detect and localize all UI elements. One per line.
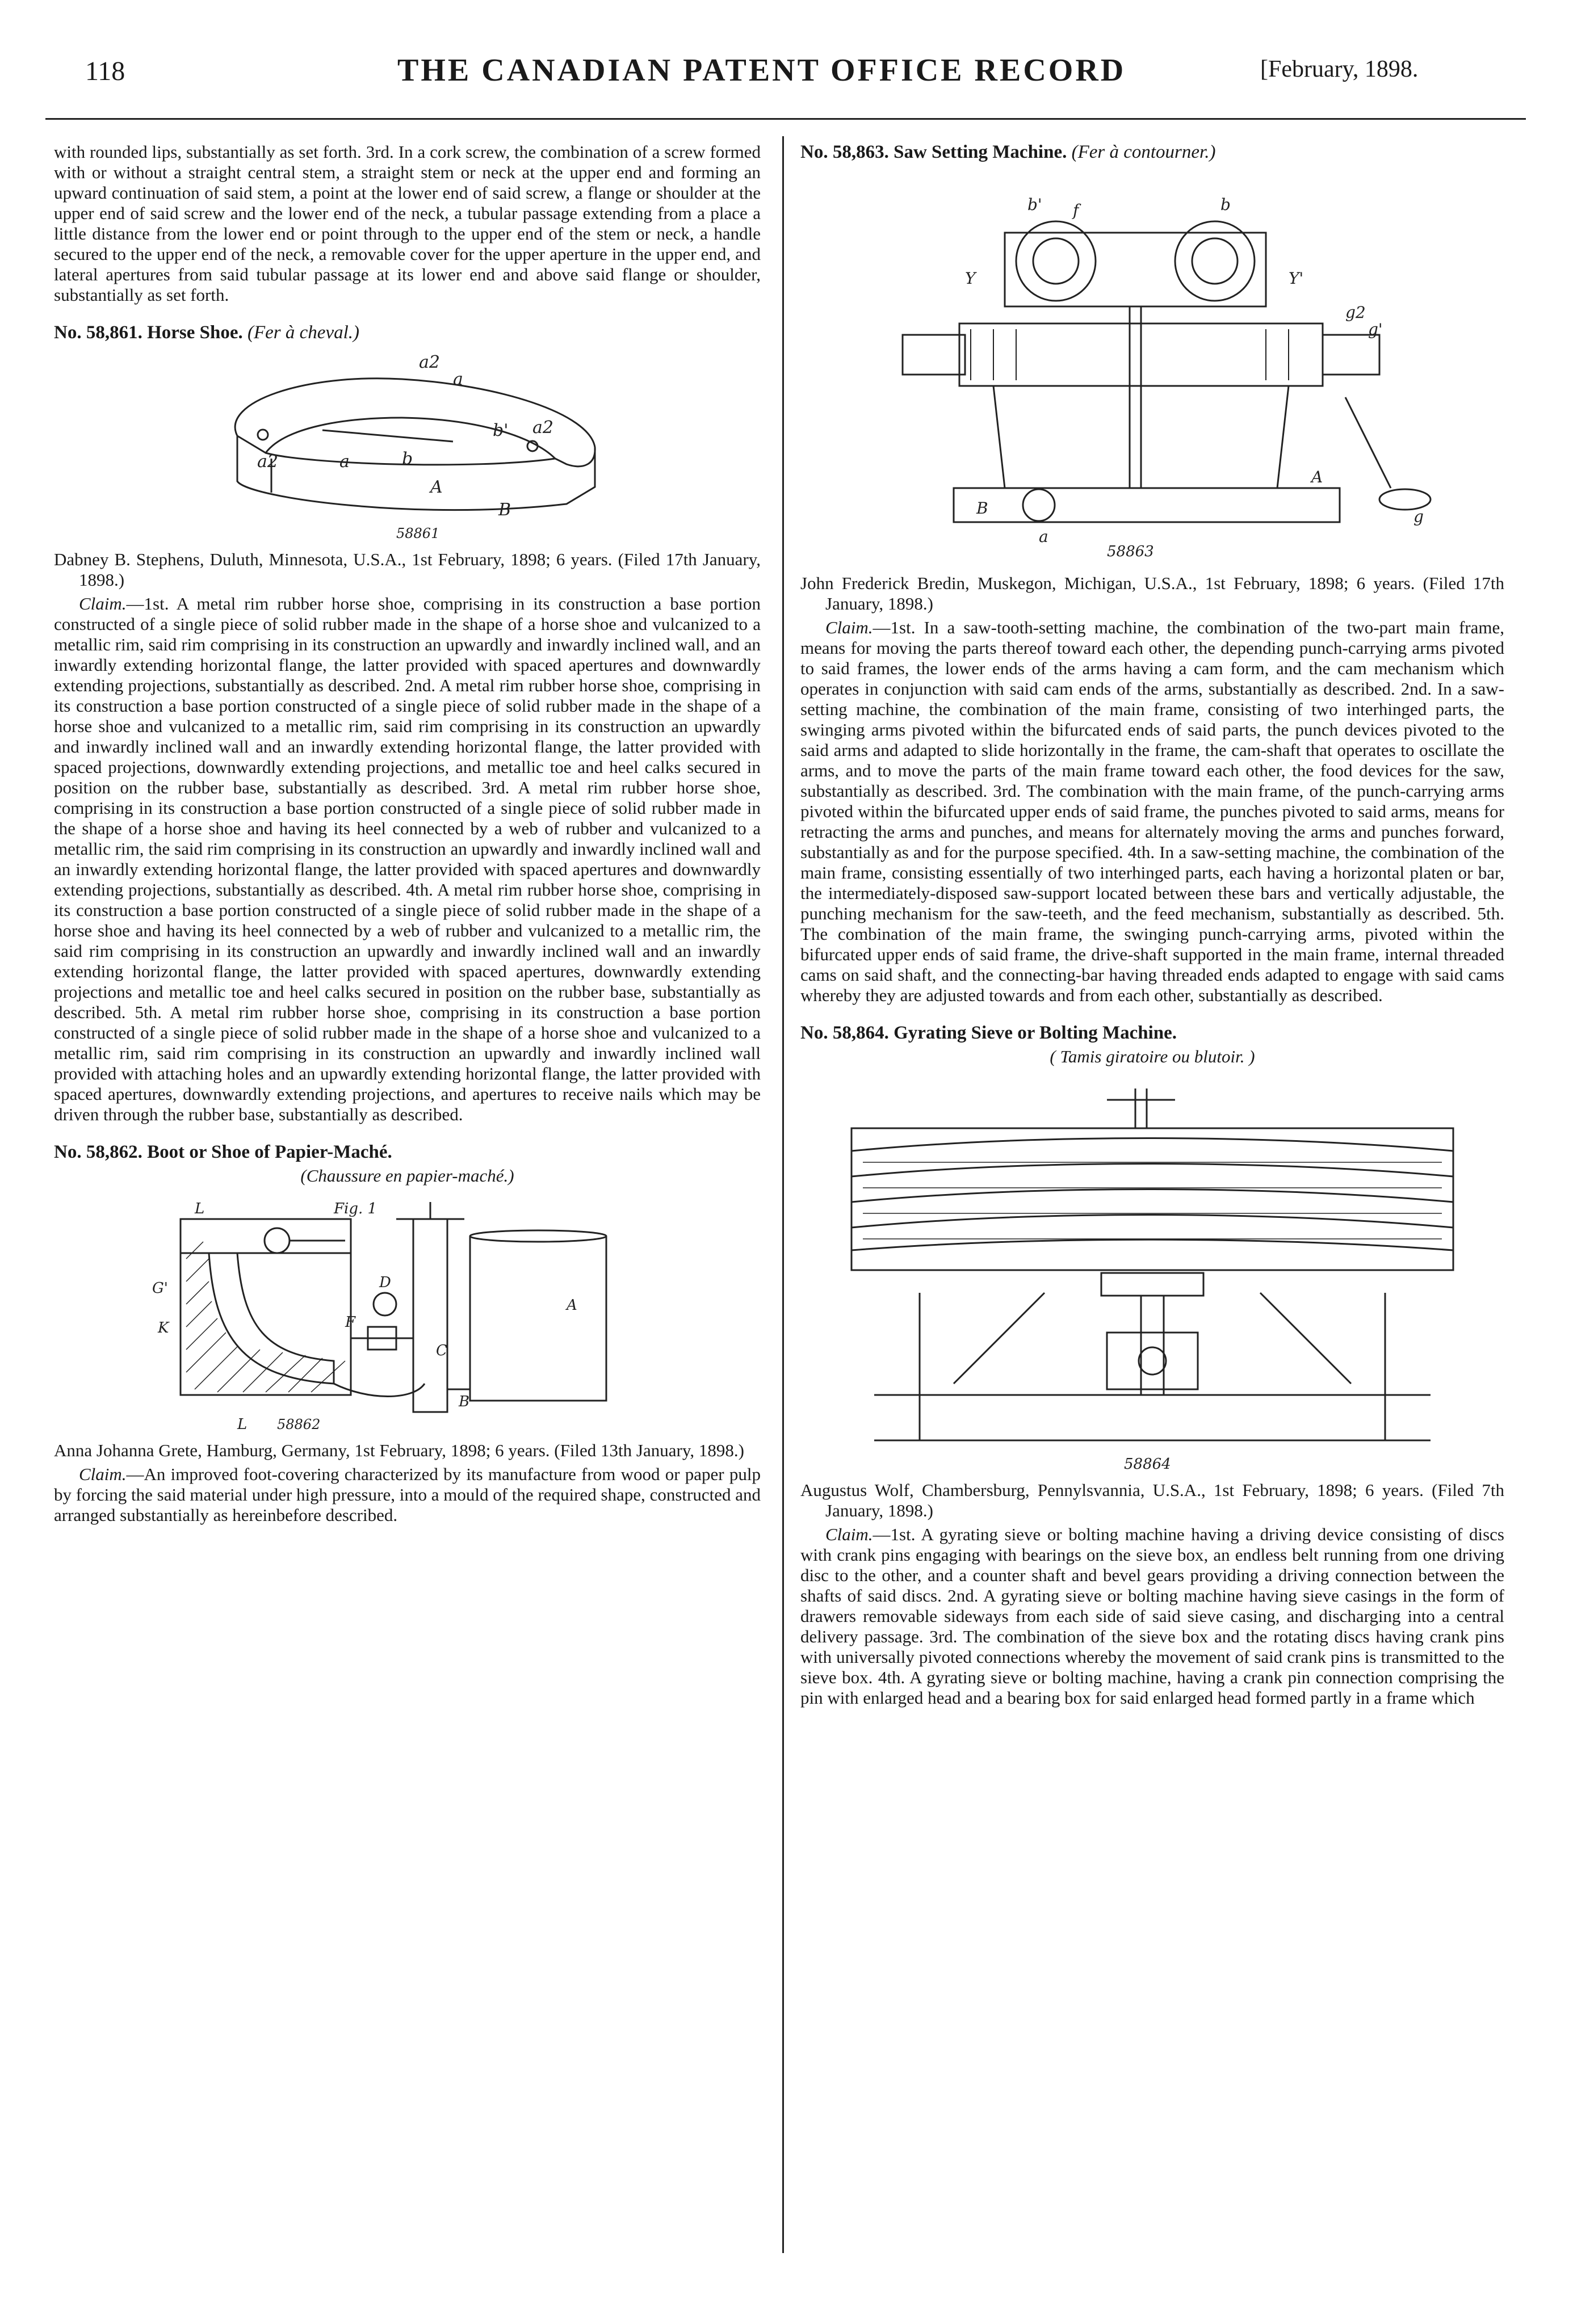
figure-number: 58864: [1124, 1456, 1171, 1473]
inventor-58864: Augustus Wolf, Chambersburg, Pennylsvannia, U.S.A., 1st February, 1898; 6 years. (Filed 7th January, 1898.): [800, 1480, 1504, 1520]
claim-text: —1st. In a saw-tooth-setting machine, the combination of the two-part main frame, means for moving the parts thereof toward each other, the depending punch-carrying arms pivoted to said frames, the lower ends of the arms having a cam form, and the cam mechanism which operates in conjunction with said cam ends of the arms, substantially as described. 2nd. In a saw-setting machine, the combination of the main frame, consisting of two interhinged parts, the swinging arms pivoted within the bifurcated ends of said parts, the punch devices pivoted to the said arms and adapted to slide horizontally in the frame, the cam-shaft that operates to oscillate the arms, and to move the parts of the main frame toward each other, the food devices for the saw, substantially as described. 3rd. The combination with the main frame, of the punch-carrying arms pivoted within the bifurcated upper ends of said frame, the punches pivoted to said arms, means for retracting the arms and punches, and means for alternately moving the arms and punches forward, substantially as and for the purpose specified. 4th. In a saw-setting machine, the combination of the main frame, consisting essentially of two interhinged parts, each having a horizontal platen or bar, the intermediately-disposed saw-support located between these bars and vertically adjustable, the punching mechanism for the saw-teeth, and the feed mechanism, substantially as described. 5th. The combination of the main frame, the swinging punch-carrying arms, pivoted within the bifurcated upper ends of said frame, the drive-shaft supported in the main frame, internal threaded cams on said shaft, and the connecting-bar having threaded ends adapted to engage with said cams whereby they are adjusted towards and from each other, substantially as described.: [800, 617, 1504, 1005]
journal-title: THE CANADIAN PATENT OFFICE RECORD: [397, 53, 1126, 88]
claim-label: Claim.: [79, 594, 127, 613]
figure-label: A: [1311, 468, 1323, 486]
figure-label: G': [152, 1280, 168, 1297]
figure-label: g2: [1345, 303, 1366, 322]
figure-label: a: [452, 369, 463, 389]
figure-label: Y': [1289, 269, 1304, 288]
figure-label: g: [1413, 507, 1424, 526]
claim-58861: [54, 594, 761, 1125]
figure-label: F: [345, 1314, 355, 1331]
patent-heading-58863: [800, 142, 1504, 162]
figure-label: A: [430, 477, 443, 497]
right-column: [800, 142, 1504, 1712]
figure-label: b: [1220, 195, 1231, 214]
figure-number: 58863: [1107, 543, 1154, 560]
claim-58864: [800, 1524, 1504, 1708]
patent-heading-58862: [54, 1142, 761, 1162]
claim-text: —1st. A metal rim rubber horse shoe, comprising in its construction a base portion constructed of a single piece of solid rubber made in the shape of a horse shoe and vulcanized to a metallic rim, said rim comprising in its construction an upwardly and inwardly inclined wall, and an inwardly extending horizontal flange, the latter provided with spaced apertures and downwardly extending projections, substantially as described. 2nd. A metal rim rubber horse shoe, comprising in its construction a base portion constructed of a single piece of solid rubber made in the shape of a horse shoe and vulcanized to a metallic rim, said rim comprising in its construction an upwardly and inwardly inclined wall and an inwardly extending horizontal flange, the latter provided with spaced projections, downwardly extending projections, and metallic toe and heel calks secured in position on the rubber base, substantially as described. 3rd. A metal rim rubber horse shoe, comprising in its construction a base portion constructed of a single piece of solid rubber made in the shape of a horse shoe and having its heel connected by a web of rubber and vulcanized to a metallic rim, the said rim comprising in its construction an upwardly and inwardly inclined wall and an inwardly extending horizontal flange, the latter provided with spaced apertures and downwardly extending projections, substantially as described. 4th. A metal rim rubber horse shoe, comprising in its construction a base portion constructed of a single piece of solid rubber made in the shape of a horse shoe and having its heel connected by a web of rubber and vulcanized to a metallic rim, the said rim comprising in its construction an upwardly and inwardly inclined wall and an inwardly extending horizontal flange, the latter provided with spaced apertures, downwardly extending projections and metallic toe and heel calks secured in position on the rubber base, substantially as described. 5th. A metal rim rubber horse shoe, comprising in its construction a base portion constructed of a single piece of solid rubber made in the shape of a horse shoe and vulcanized to a metallic rim, said rim comprising in its construction an upwardly and inwardly inclined wall provided with attaching holes and an upwardly extending horizontal flange, the latter provided with spaced apertures, downwardly extending projections, and apertures to receive nails which may be driven through the rubber base, substantially as described.: [54, 594, 761, 1124]
patent-french-title: (Chaussure en papier-maché.): [300, 1166, 514, 1186]
patent-french-title: (Fer à cheval.): [248, 322, 360, 343]
figure-number: 58862: [276, 1417, 320, 1432]
patent-heading-58864: [800, 1023, 1504, 1043]
gyrating-sieve-figure: [806, 1077, 1499, 1474]
figure-label: b': [492, 421, 508, 440]
column-divider: [782, 136, 784, 2253]
patent-heading-58861: [54, 322, 761, 343]
figure-label: a2: [257, 452, 278, 472]
issue-date: [February, 1898.: [1260, 56, 1419, 82]
claim-text: —An improved foot-covering characterized by its manufacture from wood or paper pulp by forcing the said material under high pressure, into a mould of the required shape, constructed and arranged substantially as hereinbefore described.: [54, 1464, 761, 1525]
figure-label: L: [237, 1416, 247, 1433]
figure-label: D: [379, 1274, 391, 1291]
claim-58862: [54, 1464, 761, 1525]
inventor-58863: John Frederick Bredin, Muskegon, Michigan, U.S.A., 1st February, 1898; 6 years. (Filed 17th January, 1898.): [800, 573, 1504, 613]
figure-label: a2: [532, 418, 553, 438]
figure-label: a: [1039, 527, 1048, 546]
patent-french-title: ( Tamis giratoire ou blutoir. ): [1050, 1047, 1255, 1066]
figure-label: L: [194, 1200, 204, 1217]
figure-label: K: [157, 1319, 169, 1337]
continuation-text: with rounded lips, substantially as set forth. 3rd. In a cork screw, the combination of a screw formed with or without a straight central stem, a straight stem or neck at the upper end and forming an upward continuation of said stem, a point at the lower end of said screw, a flange or shoulder at the upper end of said screw and the lower end of the neck, a tubular passage extending from a place a little distance from the lower end or point through to the upper end of the stem or neck, a handle secured to the upper end of the neck, a removable cover for the upper aperture in the upper end, and lateral apertures from said tubular passage at its lower end and above said flange or shoulder, substantially as set forth.: [54, 142, 761, 305]
figure-label: A: [566, 1297, 577, 1314]
patent-number: No. 58,862.: [54, 1142, 142, 1162]
inventor-58862: Anna Johanna Grete, Hamburg, Germany, 1st February, 1898; 6 years. (Filed 13th January, 1898.): [54, 1440, 744, 1460]
claim-label: Claim.: [825, 617, 873, 637]
patent-number: No. 58,861.: [54, 322, 142, 343]
claim-58863: [800, 617, 1504, 1006]
claim-label: Claim.: [825, 1524, 873, 1544]
patent-number: No. 58,863.: [800, 142, 889, 162]
figure-label: B: [498, 500, 511, 520]
patent-title: Saw Setting Machine.: [894, 142, 1067, 162]
figure-label: g': [1368, 320, 1383, 339]
patent-number: No. 58,864.: [800, 1023, 889, 1043]
figure-label: a2: [418, 352, 440, 372]
saw-setting-machine-figure: [869, 170, 1436, 568]
header-rule: [45, 118, 1526, 120]
figure-caption: Fig. 1: [333, 1200, 377, 1217]
figure-label: C: [435, 1342, 447, 1359]
figure-label: B: [976, 499, 988, 518]
figure-label: a: [339, 452, 350, 472]
inventor-58861: Dabney B. Stephens, Duluth, Minnesota, U.S.A., 1st February, 1898; 6 years. (Filed 17th January, 1898.): [54, 549, 761, 590]
horse-shoe-figure: [135, 351, 680, 544]
patent-title: Horse Shoe.: [147, 322, 243, 343]
figure-label: B: [458, 1393, 469, 1410]
page-number: 118: [85, 56, 125, 86]
shoe-mould-figure: [95, 1196, 720, 1435]
patent-french-title: (Fer à contourner.): [1071, 142, 1216, 162]
figure-label: b': [1027, 195, 1042, 214]
patent-title: Gyrating Sieve or Bolting Machine.: [894, 1023, 1177, 1043]
figure-label: b: [401, 449, 413, 469]
patent-title: Boot or Shoe of Papier-Maché.: [147, 1142, 392, 1162]
figure-label: f: [1073, 201, 1079, 220]
claim-text: —1st. A gyrating sieve or bolting machine having a driving device consisting of discs with crank pins engaging with bearings on the sieve box, an endless belt running from one driving disc to the other, and a counter shaft and bevel gears providing a driving connection between the shafts of said discs. 2nd. A gyrating sieve or bolting machine having sieve casings in the form of drawers removable sideways from each side of said sieve casing, and discharging into a central delivery passage. 3rd. The combination of the sieve box and the rotating discs having crank pins with universally pivoted connections whereby the movement of said crank pins is transmitted to the sieve box. 4th. A gyrating sieve or bolting machine, having a crank pin connection comprising the pin with enlarged head and a bearing box for said enlarged head formed partly in a frame which: [800, 1524, 1504, 1708]
figure-number: 58861: [396, 526, 439, 541]
figure-label: Y: [965, 269, 976, 288]
claim-label: Claim.: [79, 1464, 127, 1484]
left-column: [54, 142, 761, 1529]
